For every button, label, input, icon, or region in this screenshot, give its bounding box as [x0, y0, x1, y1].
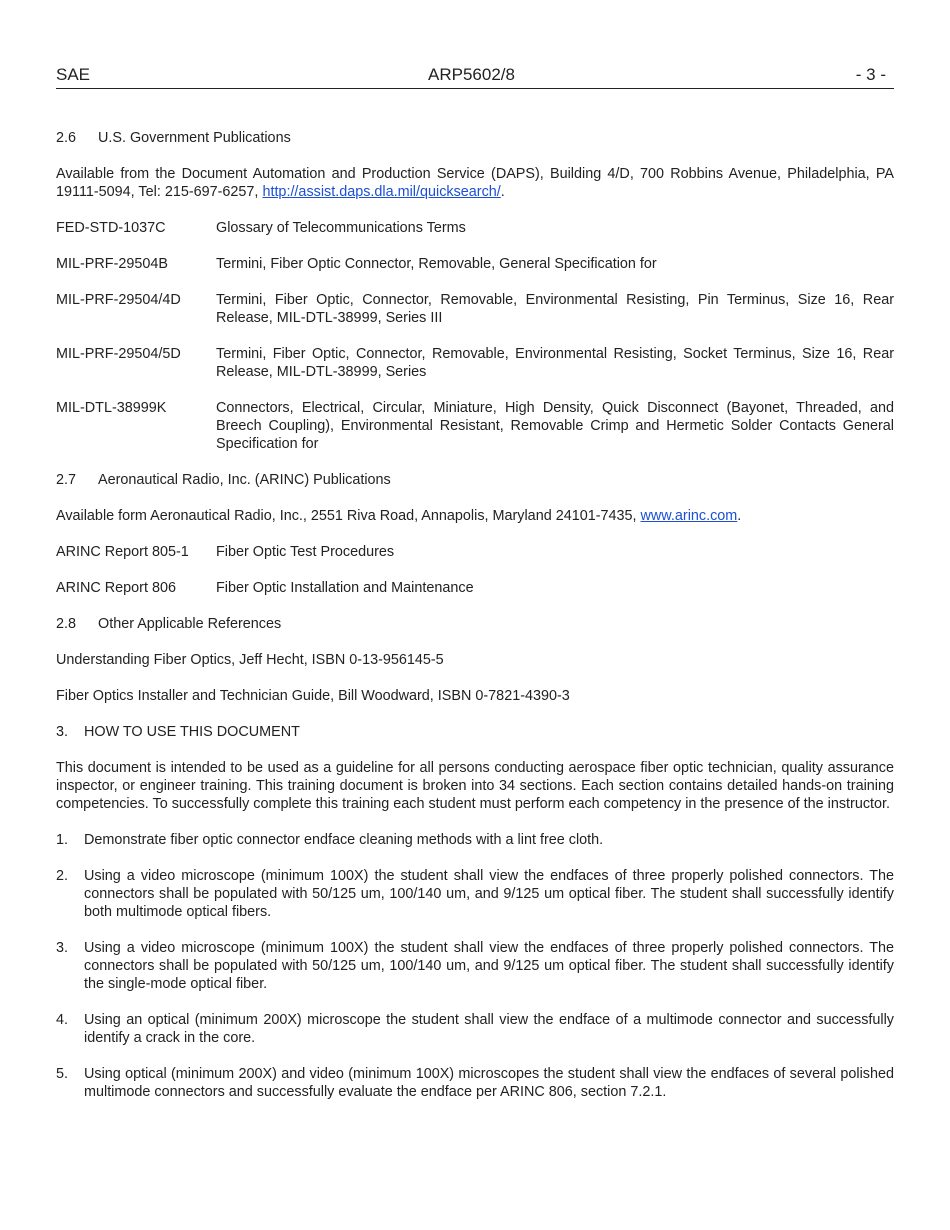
ref-desc: Glossary of Telecommunications Terms — [216, 220, 466, 236]
section-title: U.S. Government Publications — [98, 130, 291, 146]
header-org: SAE — [56, 65, 91, 84]
ref-code: ARINC Report 806 — [56, 580, 176, 596]
daps-text: Available from the Document Automation and Production Service (DAPS), Building 4/D, 700 Robbins Avenue, Philadelphia, PA 19111-5094, Tel: 215-697-6257, — [56, 166, 894, 200]
item-text: Using optical (minimum 200X) and video (minimum 100X) microscopes the student shall view the endfaces of several polished multimode connectors and successfully evaluate the endface per ARINC 806, section 7.2.1. — [84, 1066, 894, 1100]
item-number: 2. — [56, 868, 69, 884]
daps-link[interactable]: http://assist.daps.dla.mil/quicksearch/ — [262, 184, 501, 200]
section-number: 2.6 — [56, 130, 77, 146]
ref-desc: Fiber Optic Installation and Maintenance — [216, 580, 474, 596]
ref-desc: Connectors, Electrical, Circular, Miniature, High Density, Quick Disconnect (Bayonet, Threaded, and Breech Coupling), Environmental Resistant, Removable Crimp and Hermetic Solder Contacts General Specification for — [216, 400, 894, 452]
arinc-availability — [56, 507, 894, 525]
section-2-6-heading — [56, 129, 894, 147]
section-title: Aeronautical Radio, Inc. (ARINC) Publications — [98, 472, 391, 488]
ref-code: ARINC Report 805-1 — [56, 544, 189, 560]
other-reference: Understanding Fiber Optics, Jeff Hecht, ISBN 0-13-956145-5 — [56, 652, 444, 668]
ref-desc: Fiber Optic Test Procedures — [216, 544, 395, 560]
arinc-link[interactable]: www.arinc.com — [640, 508, 738, 524]
ref-code: MIL-PRF-29504B — [56, 256, 168, 272]
section-number: 3. — [56, 724, 69, 740]
section-title: Other Applicable References — [98, 616, 282, 632]
ref-row — [56, 543, 894, 561]
list-item — [56, 831, 894, 849]
list-item — [56, 939, 894, 993]
list-item — [56, 867, 894, 921]
page-header — [56, 66, 894, 89]
document-page — [56, 66, 894, 1101]
section-2-7-heading — [56, 471, 894, 489]
item-number: 4. — [56, 1012, 69, 1028]
ref-row — [56, 579, 894, 597]
item-text: Using a video microscope (minimum 100X) the student shall view the endfaces of three properly polished connectors. The connectors shall be populated with 50/125 um, 100/140 um, and 9/125 um optical fiber. The student shall successfully identify the single-mode optical fiber. — [84, 940, 894, 992]
item-text: Using an optical (minimum 200X) microscope the student shall view the endface of a multimode connector and successfully identify a crack in the core. — [84, 1012, 894, 1046]
header-page-number: - 3 - — [855, 65, 886, 84]
ref-code: MIL-PRF-29504/5D — [56, 346, 181, 362]
ref-desc: Termini, Fiber Optic, Connector, Removable, Environmental Resisting, Socket Terminus, Size 16, Rear Release, MIL-DTL-38999, Series — [216, 346, 894, 380]
ref-row — [56, 345, 894, 381]
ref-code: MIL-DTL-38999K — [56, 400, 167, 416]
daps-end: . — [500, 184, 505, 200]
section-number: 2.8 — [56, 616, 77, 632]
arinc-end: . — [737, 508, 742, 524]
list-item — [56, 1065, 894, 1101]
item-number: 5. — [56, 1066, 69, 1082]
item-number: 3. — [56, 940, 69, 956]
item-text: Demonstrate fiber optic connector endface cleaning methods with a lint free cloth. — [84, 832, 604, 848]
item-number: 1. — [56, 832, 69, 848]
section-3-heading — [56, 723, 894, 741]
list-item — [56, 1011, 894, 1047]
ref-code: FED-STD-1037C — [56, 220, 166, 236]
ref-desc: Termini, Fiber Optic, Connector, Removable, Environmental Resisting, Pin Terminus, Size 16, Rear Release, MIL-DTL-38999, Series III — [216, 292, 894, 326]
section-title: HOW TO USE THIS DOCUMENT — [84, 724, 300, 740]
section-2-8-heading — [56, 615, 894, 633]
ref-row — [56, 291, 894, 327]
ref-code: MIL-PRF-29504/4D — [56, 292, 181, 308]
header-doc-number: ARP5602/8 — [428, 65, 515, 84]
other-reference: Fiber Optics Installer and Technician Guide, Bill Woodward, ISBN 0-7821-4390-3 — [56, 688, 570, 704]
daps-availability — [56, 165, 894, 201]
ref-row — [56, 255, 894, 273]
section-number: 2.7 — [56, 472, 77, 488]
ref-row — [56, 219, 894, 237]
section-3-intro: This document is intended to be used as a guideline for all persons conducting aerospace fiber optic technician, quality assurance inspector, or engineer training. This training document is broken into 34 sections. Each section contains detailed hands-on training competencies. To successfully complete this training each student must perform each competency in the presence of the instructor. — [56, 760, 894, 812]
arinc-text: Available form Aeronautical Radio, Inc., 2551 Riva Road, Annapolis, Maryland 24101-7435, — [56, 508, 641, 524]
ref-row — [56, 399, 894, 453]
ref-desc: Termini, Fiber Optic Connector, Removable, General Specification for — [216, 256, 657, 272]
item-text: Using a video microscope (minimum 100X) the student shall view the endfaces of three properly polished connectors. The connectors shall be populated with 50/125 um, 100/140 um, and 9/125 um optical fiber. The student shall successfully identify both multimode optical fibers. — [84, 868, 894, 920]
